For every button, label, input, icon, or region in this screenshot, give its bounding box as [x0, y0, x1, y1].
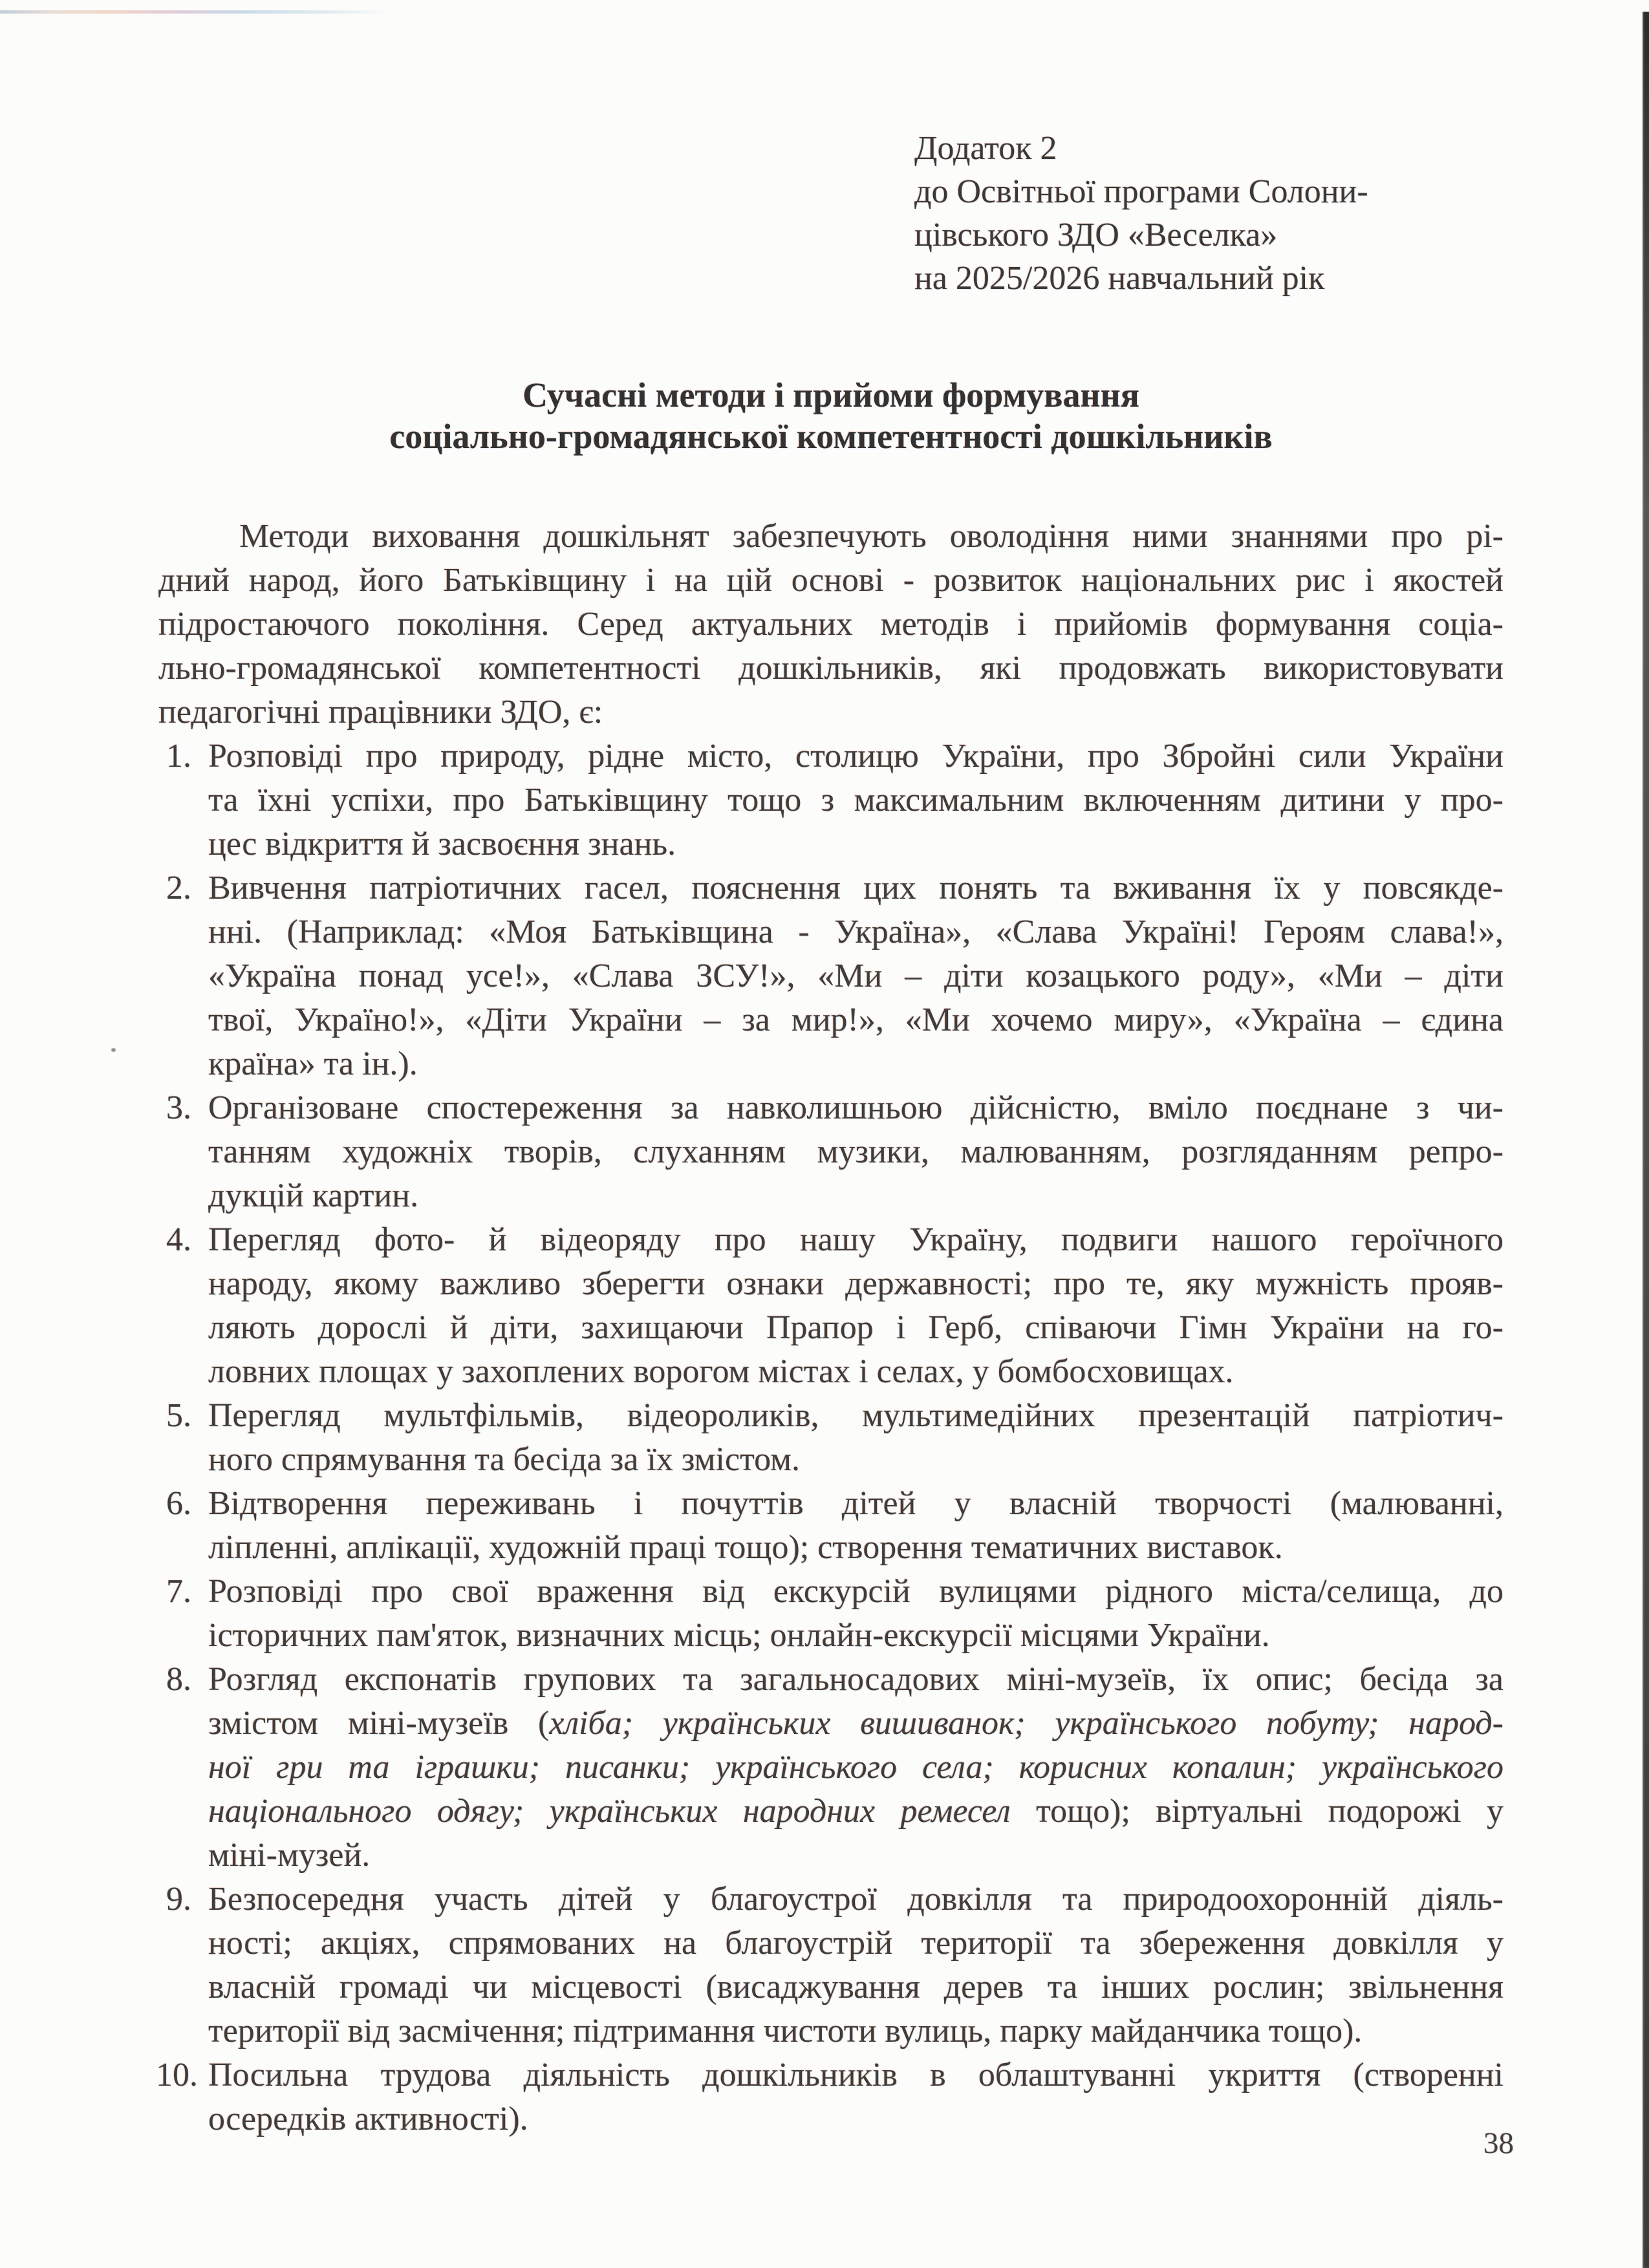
list-item-text-line [208, 1790, 1503, 1834]
intro-paragraph [158, 515, 1503, 734]
text-segment: міні-музей. [208, 1837, 371, 1874]
list-item-text-line [208, 778, 1503, 822]
text-segment: ляють дорослі й діти, захищаючи Прапор і Герб, співаючи Гімн України на го- [208, 1309, 1503, 1346]
text-segment: дукцій картин. [208, 1177, 419, 1214]
italic-text-segment: національного одягу; українських народних ремесел [208, 1793, 1011, 1830]
text-segment: ловних площах у захоплених ворогом містах і селах, у бомбосховищах. [208, 1353, 1234, 1390]
text-segment: Відтворення переживань і почуттів дітей у власній творчості (малюванні, [208, 1485, 1503, 1522]
list-item-text-line [208, 1130, 1503, 1174]
list-item-4 [158, 1218, 1503, 1394]
list-item-text-line [208, 1482, 1503, 1526]
intro-text-line [158, 690, 1503, 734]
list-item-number: 7. [166, 1573, 191, 1610]
text-segment: змістом міні-музеїв ( [208, 1705, 550, 1742]
list-item-text-line [208, 1306, 1503, 1350]
list-item-text-line [208, 910, 1503, 954]
document-title [158, 374, 1503, 457]
text-segment: твої, Україно!», «Діти України – за мир!», «Ми хочемо миру», «Україна – єдина [208, 1001, 1503, 1038]
italic-text-segment: хліба; українських вишиванок; українського побуту; народ- [549, 1705, 1503, 1742]
list-item-text-line [208, 2009, 1503, 2053]
list-item-text-line [208, 1921, 1503, 1965]
text-segment: педагогічні працівники ЗДО, є: [158, 694, 603, 731]
appendix-header-line: Додаток 2 [914, 130, 1057, 167]
list-item-text-line [208, 1746, 1503, 1790]
list-item-text-line [208, 822, 1503, 866]
list-item-number: 4. [166, 1221, 191, 1258]
list-item-8 [158, 1658, 1503, 1878]
list-item-number: 3. [166, 1089, 191, 1126]
list-item-6 [158, 1482, 1503, 1570]
text-segment: цес відкриття й засвоєння знань. [208, 826, 676, 862]
list-item-text-line [208, 1526, 1503, 1570]
list-item-body [208, 1086, 1503, 1218]
appendix-header-line: до Освітньої програми Солони- [914, 173, 1368, 210]
appendix-header-line: цівського ЗДО «Веселка» [914, 217, 1278, 253]
list-item-text-line [208, 1262, 1503, 1306]
list-item-text-line [208, 1218, 1503, 1262]
list-item-text-line [208, 954, 1503, 998]
list-item-body [208, 2053, 1503, 2141]
list-item-body [208, 866, 1503, 1086]
list-item-text-line [208, 1965, 1503, 2009]
text-segment: та їхні успіхи, про Батьківщину тощо з максимальним включенням дитини у про- [208, 782, 1503, 818]
list-item-text-line [208, 1394, 1503, 1438]
text-segment: Перегляд фото- й відеоряду про нашу Україну, подвиги нашого героїчного [208, 1221, 1503, 1258]
scan-artifact-top-line [0, 10, 385, 14]
list-item-text-line [208, 1878, 1503, 1921]
list-item-text-line [208, 1834, 1503, 1878]
text-segment: дний народ, його Батьківщину і на цій основі - розвиток національних рис і якостей [158, 562, 1503, 599]
text-segment: Організоване спостереження за навколишньою дійсністю, вміло поєднане з чи- [208, 1089, 1503, 1126]
text-segment: Вивчення патріотичних гасел, пояснення цих понять та вживання їх у повсякде- [208, 870, 1503, 906]
list-item-body [208, 1394, 1503, 1482]
list-item-number: 8. [166, 1661, 191, 1698]
appendix-header-line: на 2025/2026 навчальний рік [914, 260, 1325, 297]
list-item-body [208, 1658, 1503, 1878]
list-item-number: 2. [166, 870, 191, 906]
list-item-number: 1. [166, 738, 191, 775]
text-segment: історичних пам'яток, визначних місць; онлайн-екскурсії місцями України. [208, 1617, 1270, 1654]
text-segment: Розгляд експонатів групових та загальносадових міні-музеїв, їх опис; бесіда за [208, 1661, 1503, 1698]
text-segment: підростаючого покоління. Серед актуальних методів і прийомів формування соціа- [158, 606, 1503, 643]
list-item-text-line [208, 1350, 1503, 1394]
intro-text-line [158, 603, 1503, 647]
text-segment: Безпосередня участь дітей у благоустрої довкілля та природоохоронній діяль- [208, 1881, 1503, 1918]
text-segment: Перегляд мультфільмів, відеороликів, мультимедійних презентацій патріотич- [208, 1397, 1503, 1434]
list-item-text-line [208, 1702, 1503, 1746]
list-item-body [208, 1570, 1503, 1658]
list-item-5 [158, 1394, 1503, 1482]
text-segment: Розповіді про свої враження від екскурсій вулицями рідного міста/селища, до [208, 1573, 1503, 1610]
numbered-list [158, 734, 1503, 2141]
text-segment: «Україна понад усе!», «Слава ЗСУ!», «Ми – діти козацького роду», «Ми – діти [208, 957, 1503, 994]
document-title-line: Сучасні методи і прийоми формування [523, 376, 1139, 414]
list-item-text-line [208, 1438, 1503, 1482]
text-segment: танням художніх творів, слуханням музики, малюванням, розгляданням репро- [208, 1133, 1503, 1170]
document-title-line: соціально-громадянської компетентності дошкільників [389, 417, 1273, 456]
text-segment: ного спрямування та бесіда за їх змістом. [208, 1441, 801, 1478]
list-item-text-line [208, 1174, 1503, 1218]
page-number: 38 [1483, 2126, 1514, 2160]
list-item-text-line [208, 2053, 1503, 2097]
list-item-body [208, 1878, 1503, 2053]
scan-artifact-right-strip [1643, 12, 1649, 2268]
text-segment: льно-громадянської компетентності дошкільників, які продовжать використовувати [158, 650, 1503, 687]
list-item-2 [158, 866, 1503, 1086]
intro-text-line [158, 515, 1503, 559]
list-item-body [208, 734, 1503, 866]
list-item-7 [158, 1570, 1503, 1658]
list-item-text-line [208, 866, 1503, 910]
list-item-text-line [208, 998, 1503, 1042]
list-item-9 [158, 1878, 1503, 2053]
text-segment: нні. (Наприклад: «Моя Батьківщина - Україна», «Слава Україні! Героям слава!», [208, 914, 1503, 950]
text-segment: народу, якому важливо зберегти ознаки державності; про те, яку мужність прояв- [208, 1265, 1503, 1302]
text-segment: ліпленні, аплікації, художній праці тощо); створення тематичних виставок. [208, 1529, 1283, 1566]
list-item-number: 9. [166, 1881, 191, 1918]
list-item-text-line [208, 1086, 1503, 1130]
list-item-text-line [208, 1614, 1503, 1658]
list-item-1 [158, 734, 1503, 866]
list-item-text-line [208, 1042, 1503, 1086]
document-body [158, 515, 1503, 2141]
list-item-body [208, 1482, 1503, 1570]
text-segment: ності; акціях, спрямованих на благоустрій території та збереження довкілля у [208, 1925, 1503, 1962]
list-item-number: 5. [166, 1397, 191, 1434]
text-segment: Посильна трудова діяльність дошкільників в облаштуванні укриття (створенні [208, 2057, 1503, 2093]
text-segment: осередків активності). [208, 2101, 528, 2137]
list-item-number: 10. [156, 2057, 198, 2093]
appendix-header [914, 127, 1368, 300]
text-segment: тощо); віртуальні подорожі у [1010, 1793, 1503, 1830]
list-item-text-line [208, 1570, 1503, 1614]
text-segment: країна» та ін.). [208, 1045, 418, 1082]
list-item-body [208, 1218, 1503, 1394]
text-segment: Методи виховання дошкільнят забезпечують оволодіння ними знаннями про рі- [239, 518, 1503, 555]
italic-text-segment: ної гри та іграшки; писанки; українського села; корисних копалин; українського [208, 1749, 1503, 1786]
text-segment: Розповіді про природу, рідне місто, столицю України, про Збройні сили України [208, 738, 1503, 775]
list-item-10 [158, 2053, 1503, 2141]
scan-artifact-dot [111, 1048, 116, 1052]
list-item-text-line [208, 1658, 1503, 1702]
list-item-number: 6. [166, 1485, 191, 1522]
list-item-3 [158, 1086, 1503, 1218]
list-item-text-line [208, 734, 1503, 778]
intro-text-line [158, 559, 1503, 603]
text-segment: власній громаді чи місцевості (висаджування дерев та інших рослин; звільнення [208, 1969, 1503, 2006]
text-segment: території від засмічення; підтримання чистоти вулиць, парку майданчика тощо). [208, 2013, 1363, 2049]
list-item-text-line [208, 2097, 1503, 2141]
intro-text-line [158, 647, 1503, 690]
